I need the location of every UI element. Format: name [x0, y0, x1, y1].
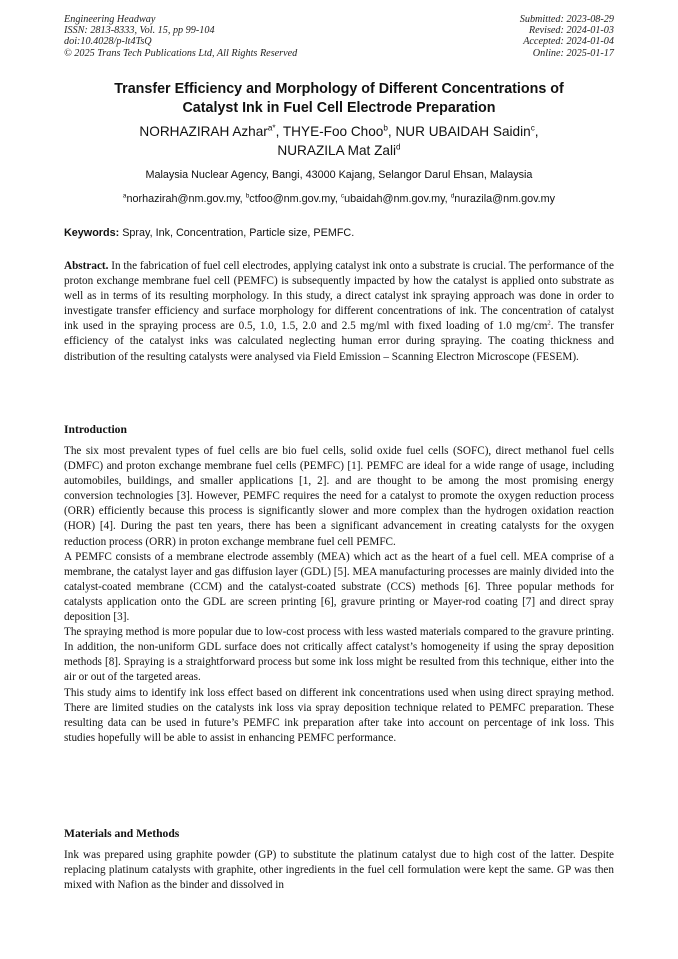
online-date: Online: 2025-01-17: [532, 47, 614, 59]
keywords-text: Spray, Ink, Concentration, Particle size, PEMFC.: [119, 227, 355, 239]
author-marker: a*: [267, 123, 276, 133]
revised-date: Revised: 2024-01-03: [528, 25, 614, 37]
section-heading-materials-methods: Materials and Methods: [64, 827, 180, 840]
author-4: [277, 143, 400, 158]
journal-info: [64, 14, 297, 59]
author-name: THYE-Foo Choo: [282, 124, 384, 139]
copyright-line: © 2025 Trans Tech Publications Ltd, All Rights Reserved: [64, 47, 298, 59]
dates-info: [520, 14, 614, 59]
affiliation: Malaysia Nuclear Agency, Bangi, 43000 Kajang, Selangor Darul Ehsan, Malaysia: [145, 169, 533, 181]
keywords: [64, 226, 614, 240]
abstract-text: In the fabrication of fuel cell electrodes, applying catalyst ink onto a substrate is crucial. The performance of the proton exchange membrane fuel cell (PEMFC) is subsequently impacted by how the catalyst is applied onto substrate as well as in terms of its resulting morphology. In this study, a direct catalyst ink spraying approach was done in order to investigate transfer efficiency and surface morphology for different concentrations of ink. The concentration of catalyst ink used in the spraying process are 0.5, 1.0, 1.5, 2.0 and 2.5 mg/ml with fixed loading of 1.0 mg/cm: [64, 260, 614, 333]
title-line-1: Transfer Efficiency and Morphology of Different Concentrations of: [114, 81, 564, 97]
accepted-date: Accepted: 2024-01-04: [523, 36, 614, 48]
section-heading-introduction: Introduction: [64, 423, 127, 436]
author-name: NURAZILA Mat Zali: [277, 143, 397, 158]
author-list: [64, 122, 614, 160]
author-name: NORHAZIRAH Azhar: [139, 124, 268, 139]
abstract-text-cont: . The transfer efficiency of the catalyst inks was calculated neglecting human error during spraying. The coating thickness and distribution of the resulting catalysts were analysed via Field Emission – Scanning Electron Microscope (FESEM).: [64, 320, 614, 363]
abstract: Abstract. In the fabrication of fuel cell electrodes, applying catalyst ink onto a substrate is crucial. The performance of the proton exchange membrane fuel cell (PEMFC) is subsequently impacted by how the catalyst is applied onto substrate as well as in terms of its resulting morphology. In this study, a direct catalyst ink spraying approach was done in order to investigate transfer efficiency and surface morphology for different concentrations of ink. The concentration of catalyst ink used in the spraying process are 0.5, 1.0, 1.5, 2.0 and 2.5 mg/ml with fixed loading of 1.0 $mg/cm^2$. The transfer efficiency of the catalyst inks was calculated neglecting human error during spraying. The coating thickness and distribution of the resulting catalysts were analysed via Field Emission – Scanning Electron Microscope (FESEM).: [64, 260, 614, 363]
author-name: NUR UBAIDAH Saidin: [395, 124, 531, 139]
paragraph: The spraying method is more popular due to low-cost process with less wasted materials compared to the gravure printing. In addition, the non-uniform GDL surface does not critically affect catalyst’s homogeneity if using the spray deposition methods [8]. Spraying is a straightforward process but some ink loss might be resulted from this technique, either into the air or out of the targeted areas.: [64, 626, 614, 684]
paragraph: The six most prevalent types of fuel cells are bio fuel cells, solid oxide fuel cells (SOFC), direct methanol fuel cells (DMFC) and proton exchange membrane fuel cells (PEMFC) [1]. PEMFC are ideal for a wide range of usage, including automobiles, buildings, and smaller applications [1, 2]. and are thought to be among the most promising energy conversion technologies [3]. However, PEMFC requires the need for a catalyst to promote the oxygen reduction process (ORR) efficiently because this process is significantly slower and more complex than the hydrogen oxidation reaction (HOR) [4]. During the past ten years, there has been a significant advancement in creating catalysts for the oxygen reduction process (ORR) in proton exchange membrane fuel cell PEMFC.: [64, 445, 614, 548]
issn-line: ISSN: 2813-8333, Vol. 15, pp 99-104: [64, 25, 215, 37]
email-link[interactable]: nurazila@nm.gov.my: [454, 193, 556, 205]
author-3: NUR UBAIDAH Saidin$^c$,: [395, 123, 539, 139]
author-marker: b: [383, 123, 388, 133]
keywords-label: Keywords:: [64, 227, 120, 239]
introduction-body: [64, 444, 614, 746]
paper-title: [64, 80, 614, 118]
submitted-date: Submitted: 2023-08-29: [519, 14, 614, 25]
journal-name: Engineering Headway: [64, 14, 156, 25]
paragraph: This study aims to identify ink loss effect based on different ink concentrations used when using direct spraying method. There are limited studies on the catalysts ink loss via spray deposition technique related to PEMFC preparation. These resulting data can be used in future’s PEMFC ink preparation after take into account on percentage of ink loss. This studies hopefully will be able to assist in enhancing PEMFC performance.: [64, 686, 614, 744]
email-link[interactable]: norhazirah@nm.gov.my,: [126, 193, 246, 205]
abstract-label: Abstract.: [64, 260, 109, 272]
title-line-2: Catalyst Ink in Fuel Cell Electrode Preparation: [182, 100, 496, 116]
email-list: $^a$norhazirah@nm.gov.my, $^b$ctfoo@nm.gov.my, $^c$ubaidah@nm.gov.my, $^d$nurazila@nm.gov.my: [122, 192, 556, 205]
doi-line: doi:10.4028/p-lt4TsQ: [64, 36, 152, 48]
materials-methods-body: Ink was prepared using graphite powder (GP) to substitute the platinum catalyst due to high cost of the latter. Despite replacing platinum catalysts with graphite, other ingredients in the fuel cell formulation were kept the same. GP was then mixed with Nafion as the binder and dissolved in: [64, 849, 614, 892]
email-link[interactable]: ubaidah@nm.gov.my,: [344, 193, 451, 205]
author-marker: c: [530, 123, 535, 133]
email-link[interactable]: ctfoo@nm.gov.my,: [249, 193, 341, 205]
paragraph: A PEMFC consists of a membrane electrode assembly (MEA) which act as the heart of a fuel cell. MEA comprise of a membrane, the catalyst layer and gas diffusion layer (GDL) [5]. MEA manufacturing processes are mainly divided into the catalyst-coated membrane (CCM) and the catalyst-coated substrate (CCS) methods [6]. Three popular methods for catalysts application onto the GDL are screen printing [6], gravure printing or Mayer-rod coating [7] and direct spray deposition [3].: [64, 550, 614, 624]
author-marker: d: [396, 142, 401, 152]
author-1: NORHAZIRAH Azhar$^{a*}$,: [139, 123, 283, 139]
author-2: THYE-Foo Choo$^b$,: [282, 123, 396, 139]
